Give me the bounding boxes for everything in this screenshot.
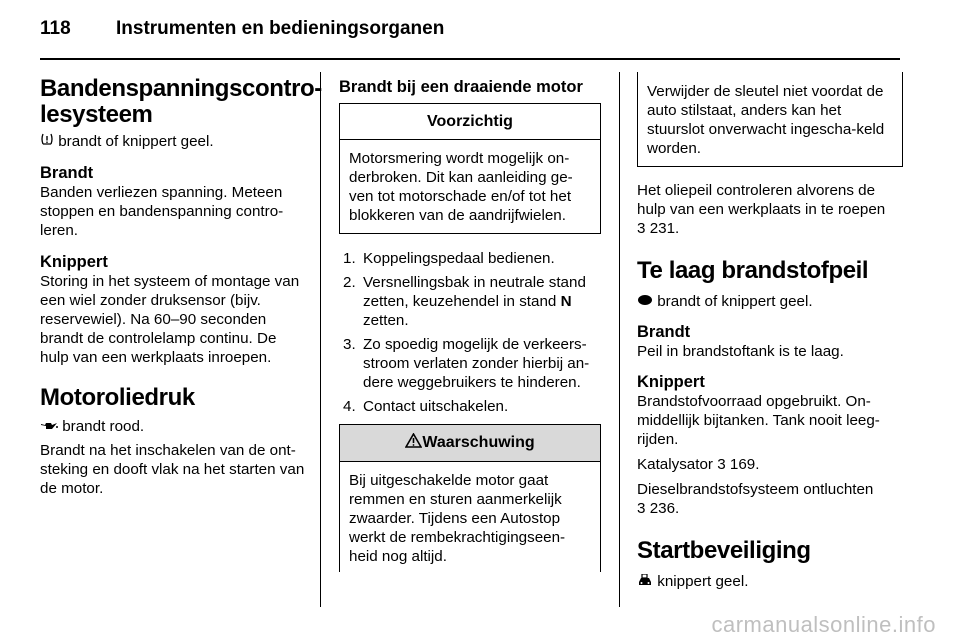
oil-text: Brandt na het inschakelen van de ont-steking en dooft vlak na het starten van de motor. (40, 441, 305, 497)
list-item (339, 273, 601, 330)
oil-intro-text: brandt rood. (62, 418, 145, 436)
diesel-text: Dieselbrandstofsysteem ontluchten (637, 481, 874, 499)
tpms-brandt-heading: Brandt (40, 164, 94, 183)
immobiliser-intro-text: knippert geel. (657, 573, 749, 591)
section-title-fuel: Te laag brandstofpeil (637, 257, 869, 284)
running-engine-heading: Brandt bij een draaiende motor (339, 78, 583, 96)
tire-pressure-icon (40, 132, 54, 151)
section-title-immobiliser: Startbeveiliging (637, 537, 811, 565)
column-1 (40, 75, 322, 498)
list-item (339, 397, 601, 416)
oil-level-sentence: Het oliepeil controleren alvorens de hulp van een werkplaats in te roepen (637, 182, 886, 218)
fuel-knippert-text: Brandstofvoorraad opgebruikt. On-middellijk bijtanken. Tank nooit leeg-rijden. (637, 393, 880, 449)
fuel-brandt-heading: Brandt (637, 323, 691, 342)
section-title-tpms-line1: Bandenspanningscontro- (40, 75, 322, 102)
step-number: 1. (343, 250, 356, 267)
tpms-intro-text: brandt of knippert geel. (58, 133, 214, 150)
fuel-brandt-text: Peil in brandstoftank is te laag. (637, 343, 844, 361)
fuel-intro (637, 292, 903, 311)
section-title-tpms (40, 75, 322, 128)
caution-title: Voorzichtig (340, 104, 600, 140)
page-number: 118 (40, 18, 71, 39)
step-text: Versnellingsbak in neutrale stand zetten, keuzehendel in stand (363, 274, 586, 310)
page-ref-icon: 3 (637, 500, 646, 518)
caution-text: Motorsmering wordt mogelijk on-derbroken. Dit kan aanleiding ge-ven tot motorschade en/of tot het blokkeren van de aandrijfwielen. (349, 150, 573, 224)
tpms-intro (40, 132, 306, 151)
immobiliser-intro (637, 572, 903, 591)
warning-title-bar (340, 425, 600, 462)
page-ref-icon: 3 (717, 456, 726, 474)
warning-text: Bij uitgeschakelde motor gaat remmen en sturen aanmerkelijk zwaarder. Tijdens een Autostop werkt de rembekrachtigingseen-heid nog altijd. (349, 472, 566, 565)
column-divider-2 (619, 72, 620, 607)
step-number: 3. (343, 336, 356, 353)
warning-box (339, 424, 601, 572)
warning-triangle-icon (405, 433, 422, 453)
page-ref-icon: 3 (637, 220, 646, 237)
step-text: zetten. (363, 312, 409, 329)
page-header (40, 18, 444, 40)
column-2 (339, 78, 601, 572)
step-text: Koppelingspedaal bedienen. (363, 250, 555, 267)
fuel-low-icon (637, 292, 653, 311)
diesel-line (637, 480, 903, 518)
warning-continued-box (637, 72, 903, 167)
warning-continued-text: Verwijder de sleutel niet voordat de auto stilstaat, anders kan het stuurslot onverwacht ingescha-keld worden. (647, 83, 885, 157)
watermark: carmanualsonline.info (711, 612, 936, 637)
fuel-knippert-heading: Knippert (637, 373, 705, 392)
header-rule (40, 58, 900, 60)
step-number: 4. (343, 398, 356, 415)
column-divider-1 (320, 72, 321, 607)
chapter-title: Instrumenten en bedieningsorganen (116, 18, 445, 39)
diesel-ref: 236. (649, 500, 680, 518)
warning-title: Waarschuwing (422, 434, 535, 452)
fuel-intro-text: brandt of knippert geel. (657, 293, 813, 310)
tpms-brandt-text: Banden verliezen spanning. Meteen stoppen en bandenspanning contro-leren. (40, 184, 284, 240)
list-item (339, 335, 601, 392)
oil-intro (40, 417, 306, 436)
katalysator-text: Katalysator (637, 456, 713, 474)
oil-level-text (637, 181, 903, 238)
step-text: Zo spoedig mogelijk de verkeers-stroom verlaten zonder hierbij an-dere weggebruikers te hinderen. (363, 336, 590, 391)
list-item (339, 249, 601, 268)
step-text-bold: N (560, 293, 572, 310)
section-title-oil-pressure: Motoroliedruk (40, 384, 195, 412)
oil-can-icon (40, 418, 58, 437)
step-number: 2. (343, 274, 356, 291)
tpms-knippert-heading: Knippert (40, 253, 108, 272)
katalysator-ref: 169. (729, 456, 760, 474)
katalysator-line (637, 455, 903, 474)
step-text: Contact uitschakelen. (363, 398, 509, 415)
steps-list (339, 249, 601, 416)
caution-box (339, 103, 601, 234)
car-key-icon (637, 573, 653, 592)
section-title-tpms-line2: lesysteem (40, 101, 153, 128)
column-3 (637, 72, 903, 592)
oil-level-ref: 231. (649, 220, 680, 237)
tpms-knippert-text: Storing in het systeem of montage van een wiel zonder druksensor (bijv. reservewiel). Na 60–90 seconden brandt de controlelamp continu. De hulp van een werkplaats inroepen. (40, 273, 300, 367)
